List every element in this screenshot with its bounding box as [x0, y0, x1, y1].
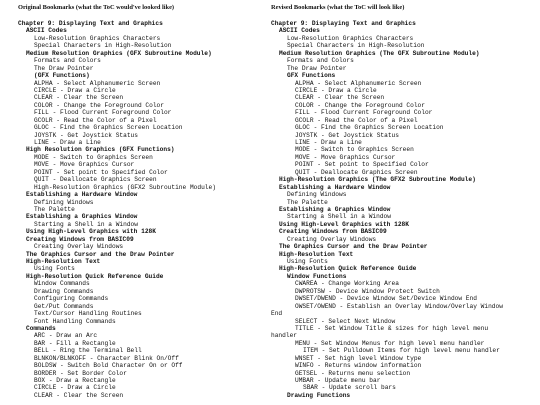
- bookmark-entry[interactable]: High Resolution Graphics (GFX Functions): [26, 146, 175, 154]
- bookmark-entry[interactable]: High-Resolution Quick Reference Guide: [279, 265, 417, 273]
- bookmark-entry[interactable]: MENU - Set Window Menus for high level menu handler: [295, 339, 485, 347]
- bookmark-entry[interactable]: Window Functions: [287, 272, 347, 280]
- bookmark-entry[interactable]: Establishing a Graphics Window: [26, 213, 138, 221]
- bookmark-entry[interactable]: ALPHA - Select Alphanumeric Screen: [34, 79, 161, 87]
- bookmark-entry[interactable]: Special Characters in High-Resolution: [287, 42, 425, 50]
- bookmark-entry[interactable]: POINT - Set point to Specified Color: [295, 161, 429, 169]
- bookmark-entry[interactable]: Special Characters in High-Resolution: [34, 42, 172, 50]
- bookmark-entry[interactable]: GCOLR - Read the Color of a Pixel: [295, 116, 418, 124]
- bookmark-entry[interactable]: CWAREA - Change Working Area: [295, 280, 399, 288]
- bookmark-entry[interactable]: OWSET/OWEND - Establish an Overlay Window/Overlay Window: [295, 302, 503, 310]
- bookmark-entry[interactable]: DWSET/DWEND - Device Window Set/Device Window End: [295, 295, 477, 303]
- bookmark-entry[interactable]: LINE - Draw a Line: [34, 139, 101, 146]
- bookmark-entry[interactable]: Medium Resolution Graphics (The GFX Subroutine Module): [279, 49, 480, 57]
- bookmark-entry[interactable]: MOVE - Move Graphics Cursor: [295, 153, 396, 161]
- bookmark-entry[interactable]: ASCII Codes: [26, 27, 67, 35]
- bookmark-entry[interactable]: Creating Windows from BASIC09: [279, 228, 387, 236]
- bookmark-entry[interactable]: UMBAR - Update menu bar: [295, 377, 381, 384]
- bookmark-entry[interactable]: SELECT - Select Next Window: [295, 317, 396, 325]
- bookmark-entry[interactable]: Chapter 9: Displaying Text and Graphics: [271, 20, 416, 27]
- original-bookmarks-column: [18, 3, 264, 399]
- bookmark-entry[interactable]: CIRCLE - Draw a Circle: [34, 86, 116, 94]
- bookmark-entry[interactable]: MODE - Switch to Graphics Screen: [34, 153, 153, 161]
- bookmark-entry[interactable]: GFX Functions: [287, 72, 336, 80]
- bookmark-entry[interactable]: ITEM - Set Pulldown Items for high level menu handler: [303, 347, 500, 355]
- bookmark-entry[interactable]: CIRCLE - Draw a Circle: [295, 86, 377, 94]
- revised-bookmarks-column: [271, 3, 533, 399]
- bookmark-entry[interactable]: QUIT - Deallocate Graphics Screen: [34, 176, 157, 184]
- bookmark-entry[interactable]: DWPROTSW - Device Window Protect Switch: [295, 287, 440, 295]
- bookmark-entry[interactable]: (GFX Functions): [34, 72, 90, 80]
- bookmark-entry[interactable]: High-Resolution Quick Reference Guide: [26, 272, 164, 280]
- bookmark-entry[interactable]: Configuring Commands: [34, 295, 109, 303]
- bookmark-entry[interactable]: Chapter 9: Displaying Text and Graphics: [18, 20, 163, 27]
- bookmark-entry[interactable]: Creating Overlay Windows: [34, 243, 124, 251]
- bookmark-entry[interactable]: End: [271, 310, 283, 318]
- bookmark-entry[interactable]: Medium Resolution Graphics (GFX Subroutine Module): [26, 49, 212, 57]
- bookmark-entry[interactable]: WINFO - Returns window information: [295, 362, 422, 370]
- bookmark-entry[interactable]: GETSEL - Returns menu selection: [295, 369, 411, 377]
- bookmark-entry[interactable]: GLOC - Find the Graphics Screen Location: [34, 124, 183, 132]
- bookmark-entry[interactable]: Creating Overlay Windows: [287, 235, 377, 243]
- bookmark-entry[interactable]: Commands: [26, 324, 56, 332]
- bookmark-entry[interactable]: FILL - Flood Current Foreground Color: [34, 109, 172, 117]
- bookmark-entry[interactable]: Drawing Commands: [34, 287, 94, 295]
- bookmark-entry[interactable]: GCOLR - Read the Color of a Pixel: [34, 116, 157, 124]
- bookmark-entry[interactable]: Using Fonts: [34, 265, 75, 273]
- bookmark-entry[interactable]: JOYSTK - Get Joystick Status: [34, 131, 138, 139]
- bookmark-entry[interactable]: High-Resolution Graphics (GFX2 Subroutine Module): [34, 183, 216, 191]
- bookmark-entry[interactable]: MOVE - Move Graphics Cursor: [34, 161, 135, 169]
- bookmark-entry[interactable]: The Draw Pointer: [287, 64, 347, 72]
- bookmark-entry[interactable]: Using High-Level Graphics with 128K: [279, 220, 409, 228]
- bookmark-entry[interactable]: Using High-Level Graphics with 128K: [26, 228, 156, 236]
- bookmark-entry[interactable]: The Graphics Cursor and the Draw Pointer: [279, 243, 428, 251]
- bookmark-entry[interactable]: SBAR - Update scroll bars: [303, 384, 396, 392]
- bookmark-entry[interactable]: CLEAR - Clear the Screen: [34, 94, 124, 102]
- bookmark-entry[interactable]: COLOR - Change the Foreground Color: [295, 101, 425, 109]
- bookmark-entry[interactable]: POINT - Set point to Specified Color: [34, 168, 168, 176]
- bookmark-entry[interactable]: LINE - Draw a Line: [295, 139, 362, 146]
- revised-bookmarks-list: [271, 20, 533, 399]
- bookmark-entry[interactable]: High-Resolution Graphics (The GFX2 Subroutine Module): [279, 176, 476, 184]
- bookmark-entry[interactable]: Establishing a Hardware Window: [26, 191, 138, 199]
- bookmark-entry[interactable]: ALPHA - Select Alphanumeric Screen: [295, 79, 422, 87]
- bookmark-entry[interactable]: Get/Put Commands: [34, 302, 94, 310]
- bookmark-entry[interactable]: Establishing a Hardware Window: [279, 183, 391, 191]
- bookmark-entry[interactable]: The Graphics Cursor and the Draw Pointer: [26, 250, 175, 258]
- bookmark-entry[interactable]: GLOC - Find the Graphics Screen Location: [295, 124, 444, 132]
- bookmark-entry[interactable]: Low-Resolution Graphics Characters: [287, 34, 414, 42]
- bookmark-entry[interactable]: Drawing Functions: [287, 391, 351, 399]
- bookmark-entry[interactable]: BOX - Draw a Rectangle: [34, 377, 116, 384]
- bookmark-entry[interactable]: CIRCLE - Draw a Circle: [34, 384, 116, 392]
- bookmark-entry[interactable]: COLOR - Change the Foreground Color: [34, 101, 164, 109]
- bookmark-entry[interactable]: BOLDSW - Switch Bold Character On or Off: [34, 362, 183, 370]
- bookmark-entry[interactable]: Text/Cursor Handling Routines: [34, 310, 142, 318]
- bookmark-entry[interactable]: Using Fonts: [287, 258, 328, 265]
- bookmark-entry[interactable]: ASCII Codes: [279, 27, 320, 35]
- bookmark-entry[interactable]: Starting a Shell in a Window: [34, 220, 138, 228]
- bookmark-entry[interactable]: BORDER - Set Border Color: [34, 369, 127, 377]
- bookmark-entry[interactable]: WNSET - Set high level Window type: [295, 354, 422, 362]
- bookmark-entry[interactable]: TITLE - Set Window Title & sizes for high level menu: [295, 324, 489, 332]
- original-bookmarks-title: Original Bookmarks (what the ToC would've looked like): [18, 4, 175, 11]
- bookmark-entry[interactable]: ARC - Draw an Arc: [34, 332, 98, 340]
- bookmark-entry[interactable]: High-Resolution Text: [26, 258, 101, 265]
- bookmark-entry[interactable]: FILL - Flood Current Foreground Color: [295, 109, 433, 117]
- bookmark-entry[interactable]: Establishing a Graphics Window: [279, 205, 391, 213]
- bookmark-entry[interactable]: MODE - Switch to Graphics Screen: [295, 146, 414, 154]
- bookmark-entry[interactable]: Starting a Shell in a Window: [287, 213, 391, 221]
- bookmark-entry[interactable]: Font Handling Commands: [34, 317, 116, 325]
- bookmark-entry[interactable]: Formats and Colors: [34, 57, 101, 65]
- revised-bookmarks-title: Revised Bookmarks (what the ToC will look like): [271, 4, 405, 11]
- bookmark-entry[interactable]: CLEAR - Clear the Screen: [295, 94, 385, 102]
- bookmark-entry[interactable]: BELL - Ring the Terminal Bell: [34, 347, 142, 355]
- bookmark-entry[interactable]: The Palette: [34, 205, 75, 213]
- bookmark-entry[interactable]: Defining Windows: [287, 191, 347, 199]
- bookmark-entry[interactable]: JOYSTK - Get Joystick Status: [295, 131, 399, 139]
- bookmark-entry[interactable]: CLEAR - Clear the Screen: [34, 391, 124, 399]
- bookmark-entry[interactable]: Low-Resolution Graphics Characters: [34, 34, 161, 42]
- bookmark-entry[interactable]: The Palette: [287, 198, 328, 206]
- original-bookmarks-list: [18, 20, 264, 399]
- bookmark-entry[interactable]: BLNKON/BLNKOFF - Character Blink On/Off: [34, 354, 179, 362]
- bookmark-entry[interactable]: Window Commands: [34, 280, 90, 288]
- bookmark-entry[interactable]: Creating Windows from BASIC09: [26, 235, 134, 243]
- bookmark-entry[interactable]: BAR - Fill a Rectangle: [34, 339, 116, 347]
- bookmark-entry[interactable]: QUIT - Deallocate Graphics Screen: [295, 168, 418, 176]
- bookmark-entry[interactable]: handler: [271, 332, 297, 340]
- bookmark-entry[interactable]: Formats and Colors: [287, 57, 354, 65]
- bookmark-entry[interactable]: Defining Windows: [34, 198, 94, 206]
- bookmark-entry[interactable]: High-Resolution Text: [279, 250, 354, 258]
- bookmark-entry[interactable]: The Draw Pointer: [34, 64, 94, 72]
